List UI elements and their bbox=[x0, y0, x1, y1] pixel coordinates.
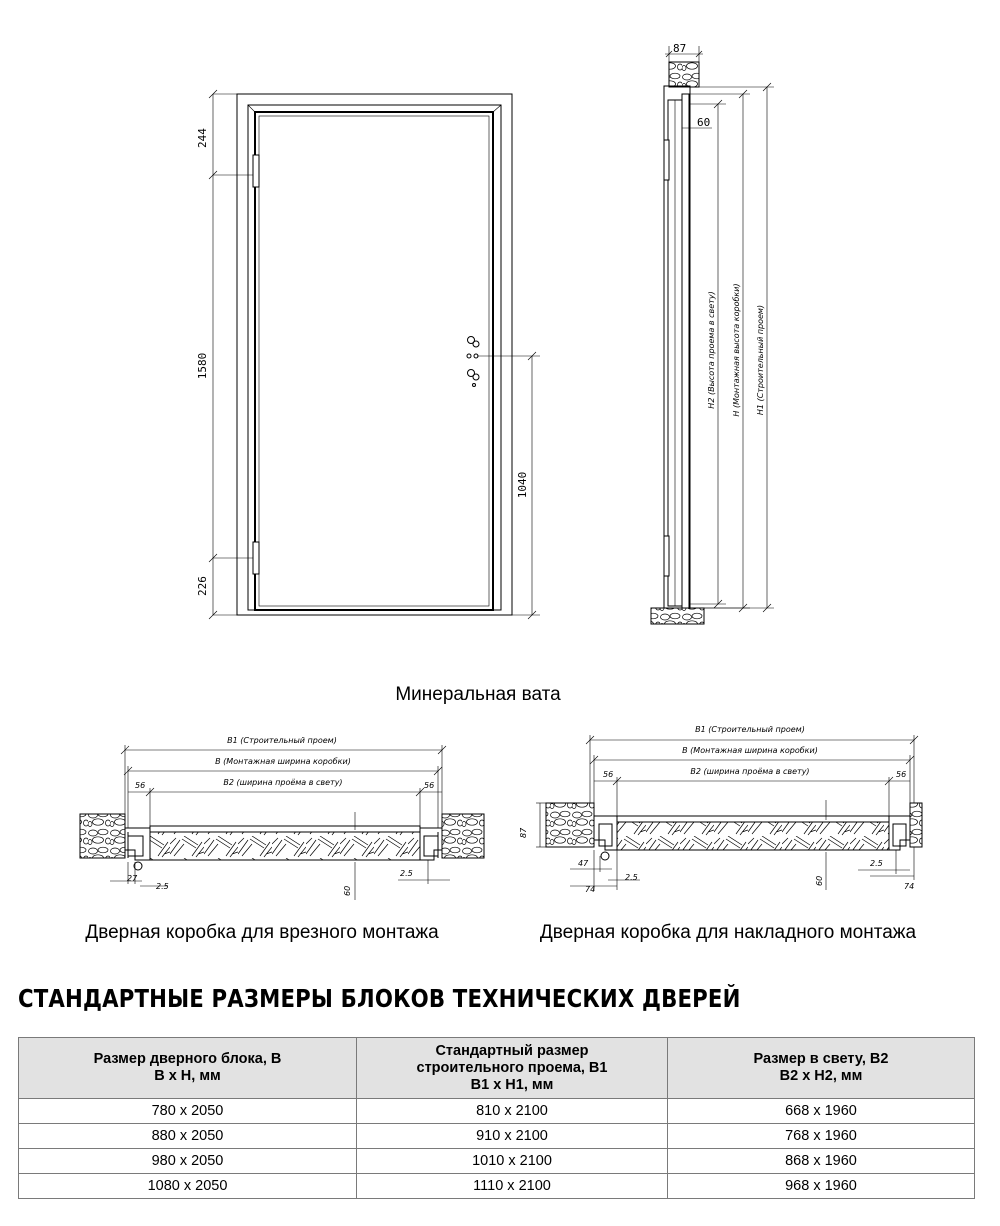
table-row bbox=[19, 1149, 975, 1174]
table-cell: 1080 х 2050 bbox=[19, 1174, 357, 1199]
section-left-56r: 56 bbox=[424, 781, 435, 790]
section-right-25r: 2.5 bbox=[870, 859, 883, 868]
section-left-b2: B2 (ширина проёма в свету) bbox=[223, 778, 343, 787]
table-cell: 880 х 2050 bbox=[19, 1124, 357, 1149]
caption-mortise: Дверная коробка для врезного монтажа bbox=[85, 922, 439, 943]
header-text: B х H, мм bbox=[154, 1068, 221, 1084]
dim-top-hinge: 244 bbox=[196, 128, 209, 148]
section-right-b2: B2 (ширина проёма в свету) bbox=[690, 767, 810, 776]
label-h1: H1 (Строительный проем) bbox=[756, 304, 765, 416]
table-cell: 1010 х 2100 bbox=[357, 1149, 668, 1174]
label-h2: H2 (Высота проема в свету) bbox=[707, 291, 716, 409]
section-right-b1: B1 (Строительный проем) bbox=[695, 725, 805, 734]
table-cell: 968 х 1960 bbox=[668, 1174, 975, 1199]
table-cell: 868 х 1960 bbox=[668, 1149, 975, 1174]
section-right-b: B (Монтажная ширина коробки) bbox=[682, 746, 818, 755]
table-cell: 910 х 2100 bbox=[357, 1124, 668, 1149]
section-right-56r: 56 bbox=[896, 770, 907, 779]
header-opening bbox=[357, 1038, 668, 1099]
section-left-b1: B1 (Строительный проем) bbox=[227, 736, 337, 745]
table-row bbox=[19, 1099, 975, 1124]
section-right-74l: 74 bbox=[585, 885, 596, 894]
caption-overlay: Дверная коробка для накладного монтажа bbox=[539, 922, 917, 943]
section-right-56l: 56 bbox=[603, 770, 614, 779]
section-right-25l: 2.5 bbox=[625, 873, 638, 882]
section-right-74r: 74 bbox=[904, 882, 915, 891]
header-door-block bbox=[19, 1038, 357, 1099]
section-mortise bbox=[80, 736, 484, 900]
dim-wall-depth: 87 bbox=[673, 42, 687, 55]
table-title: СТАНДАРТНЫЕ РАЗМЕРЫ БЛОКОВ ТЕХНИЧЕСКИХ ДВЕРЕЙ bbox=[18, 984, 741, 1013]
table-cell: 980 х 2050 bbox=[19, 1149, 357, 1174]
table-cell: 1110 х 2100 bbox=[357, 1174, 668, 1199]
dim-handle-height: 1040 bbox=[516, 471, 529, 499]
section-left-b: B (Монтажная ширина коробки) bbox=[215, 757, 351, 766]
door-front-view bbox=[196, 90, 540, 619]
top-hinge bbox=[253, 155, 259, 187]
bottom-hinge bbox=[253, 542, 259, 574]
dim-bottom-hinge: 226 bbox=[196, 576, 209, 596]
section-overlay bbox=[519, 725, 922, 894]
table-header-row bbox=[19, 1038, 975, 1099]
door-side-view bbox=[651, 42, 774, 624]
header-text: B2 х H2, мм bbox=[779, 1068, 863, 1084]
section-left-60: 60 bbox=[343, 885, 352, 896]
section-right-87: 87 bbox=[519, 827, 528, 838]
section-left-56l: 56 bbox=[135, 781, 146, 790]
lock-handle bbox=[467, 337, 479, 387]
table-cell: 810 х 2100 bbox=[357, 1099, 668, 1124]
table-cell: 780 х 2050 bbox=[19, 1099, 357, 1124]
table-row bbox=[19, 1124, 975, 1149]
header-clear-size bbox=[668, 1038, 975, 1099]
dim-seal: 60 bbox=[697, 116, 711, 129]
table-cell: 668 х 1960 bbox=[668, 1099, 975, 1124]
section-right-47: 47 bbox=[578, 859, 589, 868]
header-text: Размер в свету, B2 bbox=[753, 1051, 889, 1067]
table-row bbox=[19, 1174, 975, 1199]
dim-between-hinges: 1580 bbox=[196, 352, 209, 380]
section-left-25r: 2.5 bbox=[400, 869, 413, 878]
sizes-table bbox=[18, 1037, 975, 1199]
table-cell: 768 х 1960 bbox=[668, 1124, 975, 1149]
header-text: Стандартный размер bbox=[435, 1042, 589, 1059]
section-left-25l: 2.5 bbox=[156, 882, 169, 891]
header-text: Размер дверного блока, B bbox=[93, 1051, 282, 1067]
section-right-60: 60 bbox=[815, 875, 824, 886]
label-h: H (Монтажная высота коробки) bbox=[732, 283, 741, 417]
header-text: B1 х H1, мм bbox=[470, 1076, 554, 1093]
header-text: строительного проема, B1 bbox=[416, 1059, 608, 1076]
insulation-label: Минеральная вата bbox=[395, 684, 561, 705]
section-left-27: 27 bbox=[127, 874, 138, 883]
